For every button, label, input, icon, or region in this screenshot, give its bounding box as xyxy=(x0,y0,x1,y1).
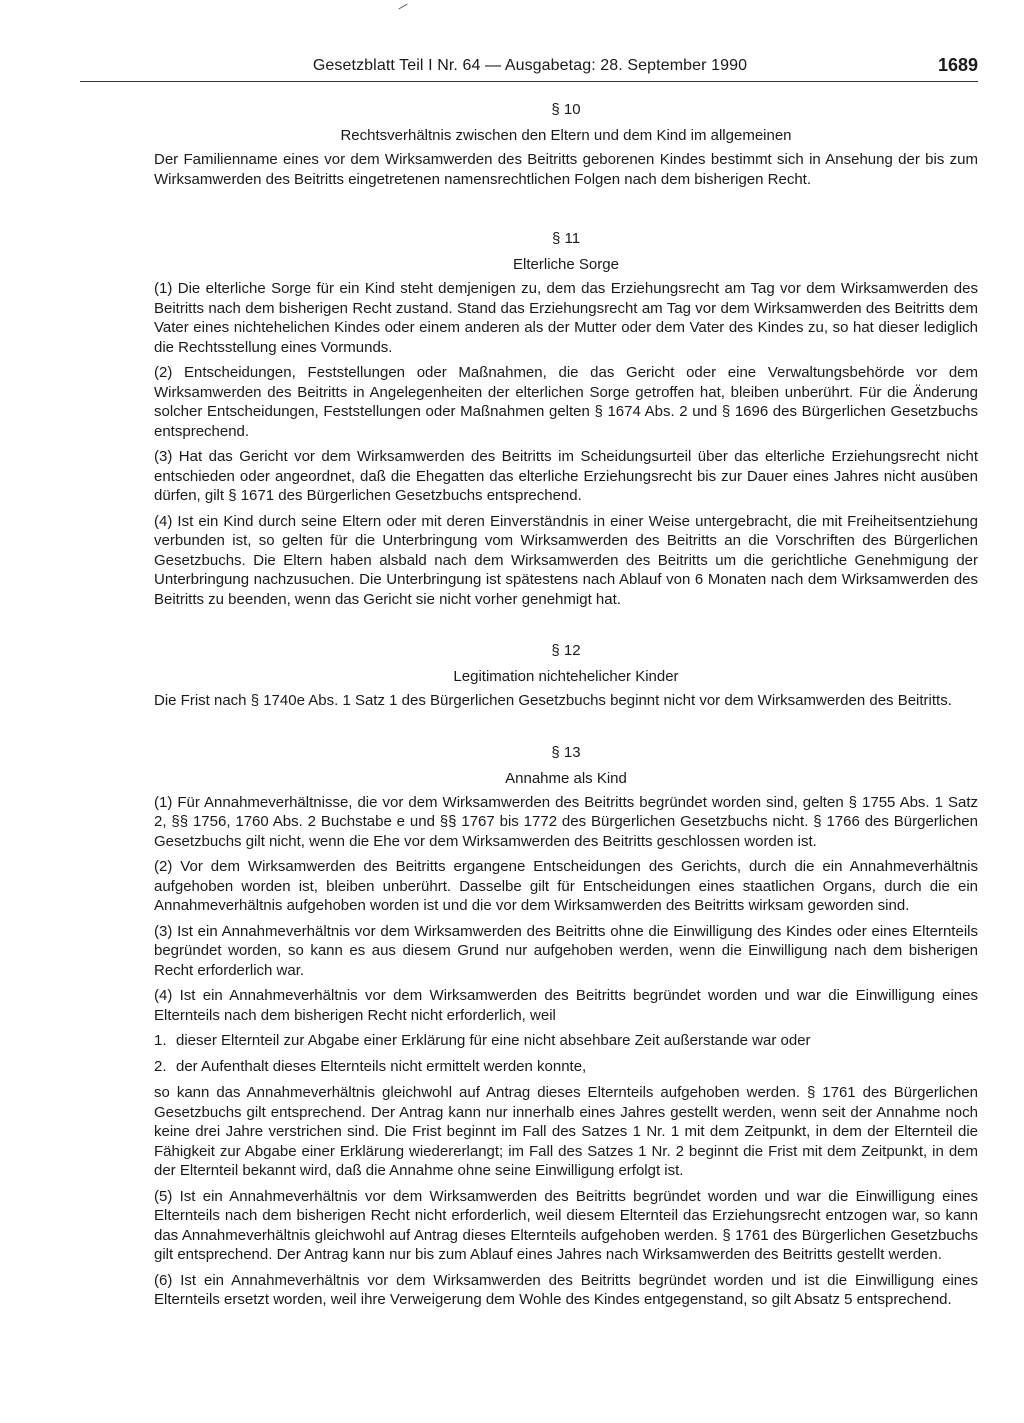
section-13 xyxy=(154,743,978,1310)
document-body xyxy=(154,96,978,1316)
page-header xyxy=(80,55,980,83)
spacer xyxy=(154,717,978,739)
section-title: Legitimation nichtehelicher Kinder xyxy=(453,668,679,685)
paragraph: (1) Für Annahmeverhältnisse, die vor dem Wirksamwerden des Beitritts begründet worden sind, gelten § 1755 Abs. 1 Satz 2, §§ 1756, 1760 Abs. 2 Buchstabe e und §§ 1767 bis 1772 des Bürgerlichen Gesetzbuchs nicht. § 1766 des Bürgerlichen Gesetzbuchs gilt nicht, wenn die Ehe vor dem Wirksamwerden des Beitritts geschlossen worden ist. xyxy=(154,793,978,850)
section-title: Rechtsverhältnis zwischen den Eltern und dem Kind im allgemeinen xyxy=(340,127,792,144)
section-title: Annahme als Kind xyxy=(505,769,627,787)
scan-mark xyxy=(398,4,407,10)
paragraph: (1) Die elterliche Sorge für ein Kind steht demjenigen zu, dem das Erziehungsrecht am Tag vor dem Wirksamwerden des Beitritts nach dem bisherigen Recht zustand. Stand das Erziehungsrecht am Tag vor dem Wirksamwerden des Beitritts dem Vater eines nichtehelichen Kindes oder einem anderen als der Mutter oder dem Vater des Kindes zu, so hat dieser lediglich die Rechtsstellung eines Vormunds. xyxy=(154,280,978,356)
list-number: 2. xyxy=(154,1058,167,1075)
paragraph: (4) Ist ein Annahmeverhältnis vor dem Wirksamwerden des Beitritts begründet worden und war die Einwilligung eines Elternteils nach dem bisherigen Recht nicht erforderlich, weil xyxy=(154,987,978,1024)
section-number: § 11 xyxy=(551,230,581,247)
paragraph: (3) Hat das Gericht vor dem Wirksamwerden des Beitritts im Scheidungsurteil über das elterliche Erziehungsrecht nicht entschieden oder angeordnet, daß die Ehegatten das elterliche Erziehungsrecht bis zur Dauer eines Jahres nicht ausüben dürfen, gilt § 1671 des Bürgerlichen Gesetzbuchs entsprechend. xyxy=(154,448,978,504)
paragraph: (4) Ist ein Kind durch seine Eltern oder mit deren Einverständnis in einer Weise untergebracht, die mit Freiheitsentziehung verbunden ist, so gelten für die Unterbringung vom Wirksamwerden des Beitritts an die Vorschriften des Bürgerlichen Gesetzbuchs. Die Eltern haben alsbald nach dem Wirksamwerden des Beitritts um die gerichtliche Genehmigung der Unterbringung nachzusuchen. Die Unterbringung ist spätestens nach Ablauf von 6 Monaten nach dem Wirksamwerden des Beitritts zu beenden, wenn das Gericht sie nicht vorher genehmigt hat. xyxy=(154,512,978,608)
section-title: Elterliche Sorge xyxy=(513,256,619,273)
section-number: § 12 xyxy=(551,642,581,659)
section-12 xyxy=(154,641,978,711)
list-item xyxy=(154,1057,978,1077)
paragraph: (5) Ist ein Annahmeverhältnis vor dem Wirksamwerden des Beitritts begründet worden und war die Einwilligung eines Elternteils nach dem bisherigen Recht nicht erforderlich, weil diesem Elternteil das Erziehungsrecht entzogen war, so kann das Annahmeverhältnis gleichwohl auf Antrag dieses Elternteils aufgehoben werden. § 1761 des Bürgerlichen Gesetzbuchs gilt entsprechend. Der Antrag kann nur bis zum Ablauf eines Jahres nach Wirksamwerden des Beitritts gestellt werden. xyxy=(154,1187,978,1263)
list-text: der Aufenthalt dieses Elternteils nicht ermittelt werden konnte, xyxy=(176,1058,587,1075)
paragraph: (2) Entscheidungen, Feststellungen oder Maßnahmen, die das Gericht oder eine Verwaltungsbehörde vor dem Wirksamwerden des Beitritts in Angelegenheiten der elterlichen Sorge getroffen hat, bleiben unberührt. Für die Änderung solcher Entscheidungen, Feststellungen oder Maßnahmen gelten § 1674 Abs. 2 und § 1696 des Bürgerlichen Gesetzbuchs entsprechend. xyxy=(154,364,978,440)
paragraph: Die Frist nach § 1740e Abs. 1 Satz 1 des Bürgerlichen Gesetzbuchs beginnt nicht vor dem Wirksamwerden des Beitritts. xyxy=(154,692,952,709)
list-text: dieser Elternteil zur Abgabe einer Erklärung für eine nicht absehbare Zeit außerstande war oder xyxy=(176,1032,811,1049)
paragraph: (6) Ist ein Annahmeverhältnis vor dem Wirksamwerden des Beitritts begründet worden und ist die Einwilligung eines Elternteils ersetzt worden, weil ihre Verweigerung dem Wohle des Kindes entgegenstand, so gilt Absatz 5 entsprechend. xyxy=(154,1271,978,1308)
header-title: Gesetzblatt Teil I Nr. 64 — Ausgabetag: 28. September 1990 xyxy=(312,57,748,74)
section-number: § 13 xyxy=(551,743,581,761)
paragraph: (3) Ist ein Annahmeverhältnis vor dem Wirksamwerden des Beitritts ohne die Einwilligung des Kindes oder eines Elternteils begründet worden, so kann es aus diesem Grund nur aufgehoben werden, wenn die Einwilligung nach dem bisherigen Recht erforderlich war. xyxy=(154,922,978,979)
section-number: § 10 xyxy=(551,101,581,118)
section-11 xyxy=(154,229,978,609)
paragraph: Der Familienname eines vor dem Wirksamwerden des Beitritts geborenen Kindes bestimmt sich in Ansehung der bis zum Wirksamwerden des Beitritts eingetretenen namensrechtlichen Folgen nach dem bisherigen Recht. xyxy=(154,151,978,188)
section-10 xyxy=(154,100,978,189)
list-number: 1. xyxy=(154,1032,167,1049)
header-rule xyxy=(80,81,978,82)
spacer xyxy=(154,615,978,637)
paragraph: (2) Vor dem Wirksamwerden des Beitritts ergangene Entscheidungen des Gerichts, durch die ein Annahmeverhältnis aufgehoben worden ist, bleiben unberührt. Dasselbe gilt für Entscheidungen eines staatlichen Organs, durch die ein Annahmeverhältnis aufgehoben worden ist und die vor dem Wirksamwerden des Beitritts wirksam geworden sind. xyxy=(154,858,978,914)
list-item xyxy=(154,1031,978,1051)
page-number: 1689 xyxy=(937,55,978,75)
paragraph: so kann das Annahmeverhältnis gleichwohl auf Antrag dieses Elternteils aufgehoben werden. § 1761 des Bürgerlichen Gesetzbuchs gilt entsprechend. Der Antrag kann nur innerhalb eines Jahres gestellt werden, wenn seit der Annahme noch keine drei Jahre verstrichen sind. Die Frist beginnt im Fall des Satzes 1 Nr. 1 mit dem Zeitpunkt, in dem der Elternteil die Fähigkeit zur Abgabe einer Erklärung wiedererlangt; im Fall des Satzes 1 Nr. 2 beginnt die Frist mit dem Zeitpunkt, in dem der Elternteil bekannt wird, daß die Annahme ohne seine Einwilligung erfolgt ist. xyxy=(154,1084,978,1179)
spacer xyxy=(154,195,978,225)
